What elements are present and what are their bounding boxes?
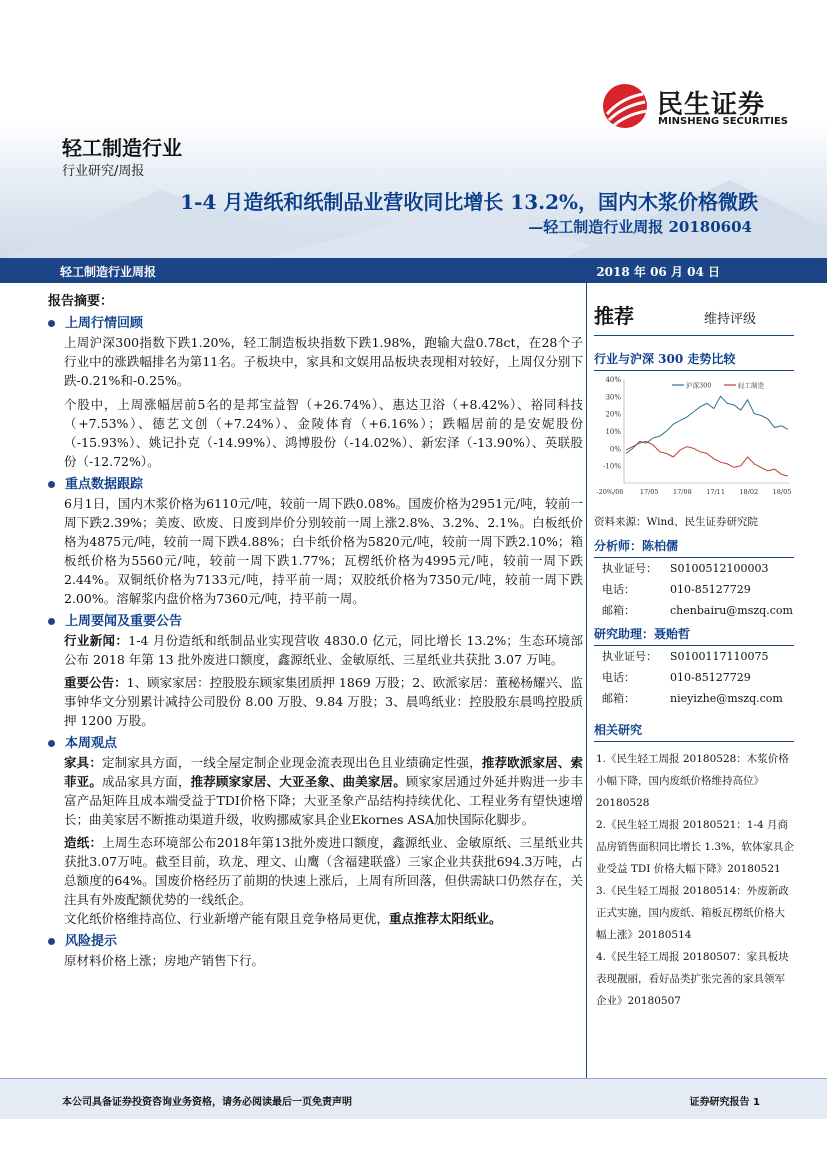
bullet-icon	[48, 320, 55, 327]
analyst-key: 邮箱：	[602, 604, 635, 617]
industry-news-text: 1-4 月份造纸和纸制品业实现营收 4830.0 亿元，同比增长 13.2%；生态环境部公布 2018 年第 13 批外废进口额度，鑫源纸业、金敏原纸、三星纸业共获批 3.07 万吨。	[64, 633, 583, 667]
assistant-value: nieyizhe@mszq.com	[670, 692, 783, 705]
furniture-pick-1: 推荐欧派家居、索菲亚。	[64, 755, 583, 789]
section-review	[48, 314, 583, 333]
series-line-light-industry	[626, 441, 788, 476]
section-title: 风险提示	[65, 934, 118, 949]
bullet-icon	[48, 618, 55, 625]
x-tick-label: 17/05	[639, 488, 659, 496]
related-item[interactable]: 3.《民生轻工周报 20180514：外废新政正式实施，国内废纸、箱板瓦楞纸价格大幅上涨》20180514	[596, 885, 789, 941]
x-tick-label: 18/02	[739, 488, 759, 496]
rating: 推荐	[594, 304, 634, 328]
furniture-text-3: 顾家家居通过外延并购进一步丰富产品矩阵且成本端受益于TDI价格下降；大亚圣象产品结构持续优化、工程业务有望快速增长；曲美家居不断推动渠道升级，收购挪威家具企业Ekornes ASA加快国际化脚步。	[64, 774, 583, 827]
related-item[interactable]: 2.《民生轻工周报 20180521：1-4 月商品房销售面积同比增长 1.3%，软体家具企业受益 TDI 价格大幅下降》20180521	[596, 819, 795, 875]
section-news	[48, 612, 583, 631]
assistant-title: 研究助理：聂贻哲	[594, 625, 794, 646]
related-research	[594, 748, 794, 1012]
report-date: 2018 年 06 月 04 日	[596, 265, 720, 279]
furniture-pick-2: 推荐顾家家居、大亚圣象、曲美家居。	[190, 774, 406, 789]
industry-news	[48, 631, 583, 669]
paper-view	[48, 833, 583, 909]
minsheng-logo-icon	[603, 84, 647, 128]
bullet-icon	[48, 740, 55, 747]
page-title: 1-4 月造纸和纸制品业营收同比增长 13.2%，国内木浆价格微跌	[180, 190, 758, 214]
performance-chart	[594, 375, 794, 510]
section-data	[48, 475, 583, 494]
series-line-hs300	[626, 396, 788, 453]
y-tick-label: -10%	[603, 462, 621, 471]
x-tick-label: 17/11	[706, 488, 725, 496]
analyst-contacts	[594, 558, 794, 621]
chart-title: 行业与沪深 300 走势比较	[594, 350, 794, 371]
analyst-key: 电话：	[602, 583, 635, 596]
assistant-row	[594, 646, 794, 667]
paper-text-1: 上周生态环境部公布2018年第13批外废进口额度，鑫源纸业、金敏原纸、三星纸业共获批3.07万吨。截至目前，玖龙、理文、山鹰（含福建联盛）三家企业共获批694.3万吨，占总额度的64%。国废价格经历了前期的快速上涨后，上周有所回落，但供需缺口仍然存在，关注具有外废配额优势的一线纸企。	[64, 835, 583, 907]
assistant-value: 010-85127729	[670, 671, 751, 684]
section-view	[48, 734, 583, 753]
column-divider	[586, 283, 587, 1091]
x-tick-label: 18/05	[772, 488, 792, 496]
analyst-key: 执业证号：	[602, 562, 657, 575]
section-title: 上周要闻及重要公告	[65, 614, 183, 629]
assistant-key: 执业证号：	[602, 650, 657, 663]
chart-source: 资料来源：Wind、民生证券研究院	[594, 516, 758, 528]
review-paragraph-1: 上周沪深300指数下跌1.20%，轻工制造板块指数下跌1.98%，跑输大盘0.78ct，在28个子行业中的涨跌幅排名为第11名。子板块中，家具和文娱用品板块表现相对较好，上周仅分别下跌-0.21%和-0.25%。	[64, 335, 583, 388]
summary-column	[48, 292, 583, 970]
legend-label: 沪深300	[686, 381, 712, 390]
y-tick-label: 40%	[605, 376, 621, 384]
announcements-text: 1、顾家家居：控股股东顾家集团质押 1869 万股；2、欧派家居：董秘杨耀兴、监事钟华文分别累计减持公司股份 8.00 万股、9.84 万股；3、晨鸣纸业：控股股东晨鸣控股质押 1200 万股。	[64, 675, 583, 728]
section-risk	[48, 932, 583, 951]
paper-text-2: 文化纸价格维持高位、行业新增产能有限且竞争格局更优，	[64, 911, 390, 926]
report-type: 轻工制造行业周报	[60, 265, 157, 279]
analyst-row	[594, 579, 794, 600]
announcements	[48, 673, 583, 730]
x-tick-label: -20%/06	[596, 488, 624, 496]
report-category: 行业研究/周报	[62, 164, 145, 179]
data-paragraph: 6月1日，国内木浆价格为6110元/吨，较前一周下跌0.08%。国废价格为2951元/吨，较前一周下跌2.39%；美废、欧废、日废到岸价分别较前一周上涨2.8%、3.2%、2.1%。白板纸价格为4875元/吨，较前一周下跌4.88%；白卡纸价格为5820元/吨，较前一周下跌2.10%；箱板纸价格为5560元/吨，较前一周下跌1.77%；瓦楞纸价格为4995元/吨，较前一周下跌2.44%。双铜纸价格为7133元/吨，持平前一周；双胶纸价格为7350元/吨，较前一周下跌2.00%。溶解浆内盘价格为7360元/吨，持平前一周。	[64, 496, 583, 606]
related-item[interactable]: 4.《民生轻工周报 20180507：家具板块表现靓丽，看好品类扩张完善的家具领军企业》20180507	[596, 951, 789, 1007]
industry-news-label: 行业新闻：	[64, 633, 129, 648]
section-title: 重点数据跟踪	[65, 477, 144, 492]
analyst-row	[594, 558, 794, 579]
assistant-key: 邮箱：	[602, 692, 635, 705]
furniture-view	[48, 753, 583, 829]
industry-name: 轻工制造行业	[62, 136, 182, 160]
bullet-icon	[48, 481, 55, 488]
y-tick-label: 10%	[605, 428, 621, 436]
analyst-value: 010-85127729	[670, 583, 751, 596]
analyst-row	[594, 600, 794, 621]
paper-label: 造纸：	[64, 835, 103, 850]
logo-text: 民生证券	[657, 90, 766, 120]
furniture-text-2: 成品家具方面，	[101, 774, 191, 789]
y-tick-label: 20%	[605, 410, 621, 419]
paper-pick: 重点推荐太阳纸业。	[389, 911, 502, 926]
section-title: 本周观点	[65, 736, 118, 751]
related-item[interactable]: 1.《民生轻工周报 20180528：木浆价格小幅下降，国内废纸价格维持高位》20180528	[596, 753, 789, 809]
footer-page: 证券研究报告 1	[689, 1097, 760, 1108]
analyst-value: chenbairu@mszq.com	[670, 604, 793, 617]
assistant-row	[594, 667, 794, 688]
y-tick-label: 30%	[605, 393, 621, 402]
x-tick-label: 17/08	[673, 488, 692, 496]
announcements-label: 重要公告：	[64, 675, 127, 690]
sidebar	[594, 300, 794, 1012]
footer-disclaimer: 本公司具备证券投资咨询业务资格，请务必阅读最后一页免责声明	[62, 1097, 352, 1108]
furniture-label: 家具：	[64, 755, 102, 770]
assistant-value: S0100117110075	[670, 650, 769, 663]
page-subtitle: —轻工制造行业周报 20180604	[528, 218, 752, 236]
logo-english: MINSHENG SECURITIES	[658, 116, 788, 127]
analyst-title: 分析师：陈柏儒	[594, 537, 794, 558]
rating-note: 维持评级	[704, 312, 757, 327]
y-tick-label: 0%	[609, 445, 621, 454]
assistant-key: 电话：	[602, 671, 635, 684]
rating-block	[594, 300, 794, 336]
legend-label: 轻工制造	[738, 381, 764, 390]
section-title: 上周行情回顾	[65, 316, 144, 331]
analyst-value: S0100512100003	[670, 562, 769, 575]
furniture-text-1: 定制家具方面，一线全屋定制企业现金流表现出色且业绩确定性强，	[101, 755, 482, 770]
summary-label: 报告摘要：	[48, 294, 114, 309]
review-paragraph-2: 个股中，上周涨幅居前5名的是邦宝益智（+26.74%）、惠达卫浴（+8.42%）、裕同科技（+7.53%）、德艺文创（+7.24%）、金陵体育（+6.16%）；跌幅居前的是安妮股份（-15.93%）、姚记扑克（-14.99%）、鸿博股份（-14.02%）、新宏泽（-13.90%）、英联股份（-12.72%）。	[64, 397, 583, 469]
bullet-icon	[48, 938, 55, 945]
assistant-row	[594, 688, 794, 709]
risk-text: 原材料价格上涨；房地产销售下行。	[64, 953, 265, 968]
assistant-contacts	[594, 646, 794, 709]
paper-view-2	[48, 909, 583, 928]
related-title: 相关研究	[594, 721, 794, 742]
